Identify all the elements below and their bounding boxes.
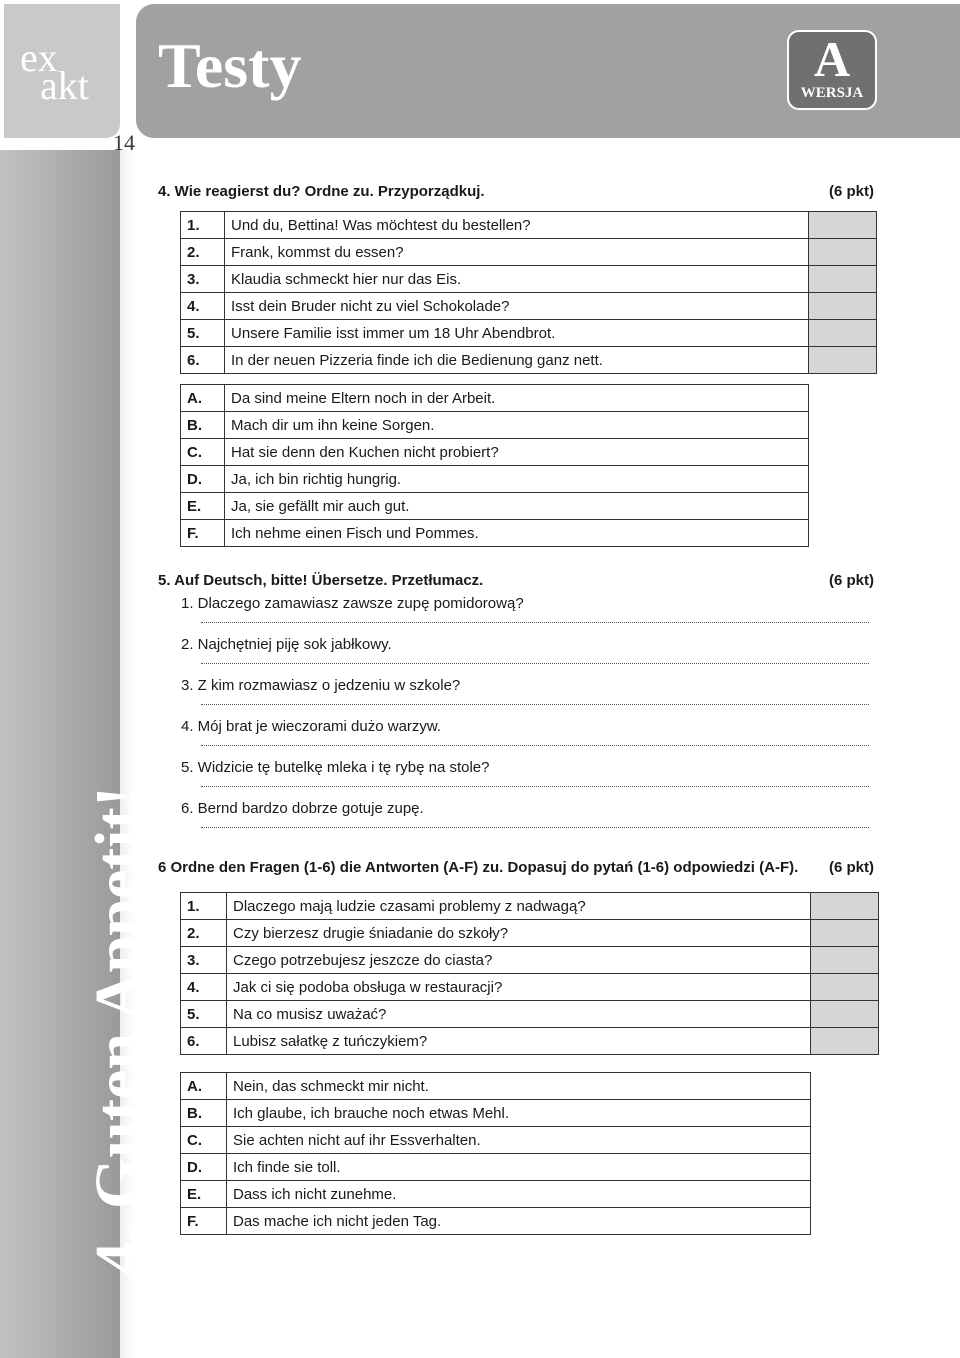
question-text: Czy bierzesz drugie śniadanie do szkoły? bbox=[227, 920, 811, 947]
table-row bbox=[181, 347, 877, 374]
answer-cell[interactable] bbox=[811, 1028, 879, 1055]
answer-letter: E. bbox=[181, 1181, 227, 1208]
answer-letter: D. bbox=[181, 466, 225, 493]
page-number: 14 bbox=[113, 130, 135, 155]
table-row bbox=[181, 293, 877, 320]
question-text: Klaudia schmeckt hier nur das Eis. bbox=[225, 266, 809, 293]
table-row bbox=[181, 1073, 811, 1100]
table-row bbox=[181, 520, 809, 547]
answer-cell[interactable] bbox=[811, 947, 879, 974]
answer-text: Das mache ich nicht jeden Tag. bbox=[227, 1208, 811, 1235]
answer-cell[interactable] bbox=[809, 239, 877, 266]
question-text: Dlaczego mają ludzie czasami problemy z nadwagą? bbox=[227, 893, 811, 920]
question-number: 4. bbox=[181, 293, 225, 320]
question-number: 4. bbox=[181, 974, 227, 1001]
translation-item: 1. Dlaczego zamawiasz zawsze zupę pomidorową? bbox=[181, 595, 524, 612]
translation-item: 3. Z kim rozmawiasz o jedzeniu w szkole? bbox=[181, 677, 461, 694]
answer-text: Hat sie denn den Kuchen nicht probiert? bbox=[225, 439, 809, 466]
exercise-4-title: 4. Wie reagierst du? Ordne zu. Przyporządkuj. bbox=[158, 183, 485, 200]
table-row bbox=[181, 212, 877, 239]
answer-letter: D. bbox=[181, 1154, 227, 1181]
question-number: 2. bbox=[181, 920, 227, 947]
exercise-4-questions-table bbox=[180, 211, 877, 374]
page-title: Testy bbox=[158, 30, 302, 101]
answer-text: Ja, ich bin richtig hungrig. bbox=[225, 466, 809, 493]
answer-line[interactable] bbox=[201, 704, 869, 705]
exercise-4-heading bbox=[158, 182, 874, 202]
question-number: 2. bbox=[181, 239, 225, 266]
table-row bbox=[181, 1208, 811, 1235]
exercise-5-points: (6 pkt) bbox=[829, 572, 874, 589]
question-text: Jak ci się podoba obsługa w restauracji? bbox=[227, 974, 811, 1001]
answer-letter: C. bbox=[181, 439, 225, 466]
answer-letter: F. bbox=[181, 520, 225, 547]
answer-text: Sie achten nicht auf ihr Essverhalten. bbox=[227, 1127, 811, 1154]
exercise-4-answers-table bbox=[180, 384, 809, 547]
answer-letter: C. bbox=[181, 1127, 227, 1154]
answer-text: Ich nehme einen Fisch und Pommes. bbox=[225, 520, 809, 547]
translation-item: 2. Najchętniej piję sok jabłkowy. bbox=[181, 636, 392, 653]
answer-cell[interactable] bbox=[809, 212, 877, 239]
answer-line[interactable] bbox=[201, 745, 869, 746]
answer-line[interactable] bbox=[201, 622, 869, 623]
question-text: Isst dein Bruder nicht zu viel Schokolade? bbox=[225, 293, 809, 320]
answer-text: Ja, sie gefällt mir auch gut. bbox=[225, 493, 809, 520]
answer-cell[interactable] bbox=[809, 347, 877, 374]
table-row bbox=[181, 893, 879, 920]
table-row bbox=[181, 947, 879, 974]
answer-cell[interactable] bbox=[809, 293, 877, 320]
question-number: 6. bbox=[181, 1028, 227, 1055]
version-badge bbox=[787, 30, 877, 110]
question-number: 5. bbox=[181, 320, 225, 347]
exercise-6-points: (6 pkt) bbox=[829, 859, 874, 876]
answer-letter: F. bbox=[181, 1208, 227, 1235]
answer-text: Dass ich nicht zunehme. bbox=[227, 1181, 811, 1208]
table-row bbox=[181, 1181, 811, 1208]
logo-top-text: ex bbox=[20, 35, 58, 80]
exercise-6-questions-table bbox=[180, 892, 879, 1055]
table-row bbox=[181, 266, 877, 293]
table-row bbox=[181, 439, 809, 466]
answer-letter: B. bbox=[181, 412, 225, 439]
question-number: 1. bbox=[181, 893, 227, 920]
answer-text: Mach dir um ihn keine Sorgen. bbox=[225, 412, 809, 439]
answer-text: Nein, das schmeckt mir nicht. bbox=[227, 1073, 811, 1100]
table-row bbox=[181, 320, 877, 347]
answer-text: Ich finde sie toll. bbox=[227, 1154, 811, 1181]
table-row bbox=[181, 974, 879, 1001]
translation-item: 6. Bernd bardzo dobrze gotuje zupę. bbox=[181, 800, 424, 817]
question-text: In der neuen Pizzeria finde ich die Bedienung ganz nett. bbox=[225, 347, 809, 374]
exercise-6-title: 6 Ordne den Fragen (1-6) die Antworten (A-F) zu. Dopasuj do pytań (1-6) odpowiedzi (A-F). bbox=[158, 859, 799, 876]
exercise-5-title: 5. Auf Deutsch, bitte! Übersetze. Przetłumacz. bbox=[158, 572, 484, 589]
table-row bbox=[181, 239, 877, 266]
translation-item: 5. Widzicie tę butelkę mleka i tę rybę na stole? bbox=[181, 759, 490, 776]
exercise-6-answers-table bbox=[180, 1072, 811, 1235]
question-text: Czego potrzebujesz jeszcze do ciasta? bbox=[227, 947, 811, 974]
answer-text: Ich glaube, ich brauche noch etwas Mehl. bbox=[227, 1100, 811, 1127]
table-row bbox=[181, 1127, 811, 1154]
translation-item: 4. Mój brat je wieczorami dużo warzyw. bbox=[181, 718, 442, 735]
table-row bbox=[181, 1001, 879, 1028]
version-label: WERSJA bbox=[800, 85, 864, 101]
table-row bbox=[181, 920, 879, 947]
answer-text: Da sind meine Eltern noch in der Arbeit. bbox=[225, 385, 809, 412]
answer-cell[interactable] bbox=[811, 974, 879, 1001]
answer-cell[interactable] bbox=[809, 266, 877, 293]
answer-letter: E. bbox=[181, 493, 225, 520]
question-number: 6. bbox=[181, 347, 225, 374]
answer-cell[interactable] bbox=[811, 1001, 879, 1028]
question-number: 5. bbox=[181, 1001, 227, 1028]
question-number: 3. bbox=[181, 266, 225, 293]
logo-bottom-text: akt bbox=[40, 63, 89, 108]
answer-letter: A. bbox=[181, 385, 225, 412]
table-row bbox=[181, 1028, 879, 1055]
table-row bbox=[181, 1154, 811, 1181]
question-text: Frank, kommst du essen? bbox=[225, 239, 809, 266]
answer-letter: B. bbox=[181, 1100, 227, 1127]
table-row bbox=[181, 1100, 811, 1127]
table-row bbox=[181, 493, 809, 520]
answer-letter: A. bbox=[181, 1073, 227, 1100]
answer-line[interactable] bbox=[201, 786, 869, 787]
question-text: Na co musisz uważać? bbox=[227, 1001, 811, 1028]
chapter-title: 4. Guten Appetit! bbox=[82, 785, 155, 1275]
table-row bbox=[181, 412, 809, 439]
version-letter: A bbox=[813, 31, 851, 87]
table-row bbox=[181, 466, 809, 493]
exercise-4-points: (6 pkt) bbox=[829, 183, 874, 200]
answer-cell[interactable] bbox=[811, 920, 879, 947]
question-number: 3. bbox=[181, 947, 227, 974]
answer-cell[interactable] bbox=[811, 893, 879, 920]
question-text: Und du, Bettina! Was möchtest du bestellen? bbox=[225, 212, 809, 239]
table-row bbox=[181, 385, 809, 412]
question-text: Lubisz sałatkę z tuńczykiem? bbox=[227, 1028, 811, 1055]
exercise-5-heading bbox=[158, 571, 874, 591]
answer-line[interactable] bbox=[201, 663, 869, 664]
answer-cell[interactable] bbox=[809, 320, 877, 347]
answer-line[interactable] bbox=[201, 827, 869, 828]
question-text: Unsere Familie isst immer um 18 Uhr Abendbrot. bbox=[225, 320, 809, 347]
logo bbox=[4, 4, 120, 138]
question-number: 1. bbox=[181, 212, 225, 239]
exercise-6-heading bbox=[158, 858, 874, 878]
